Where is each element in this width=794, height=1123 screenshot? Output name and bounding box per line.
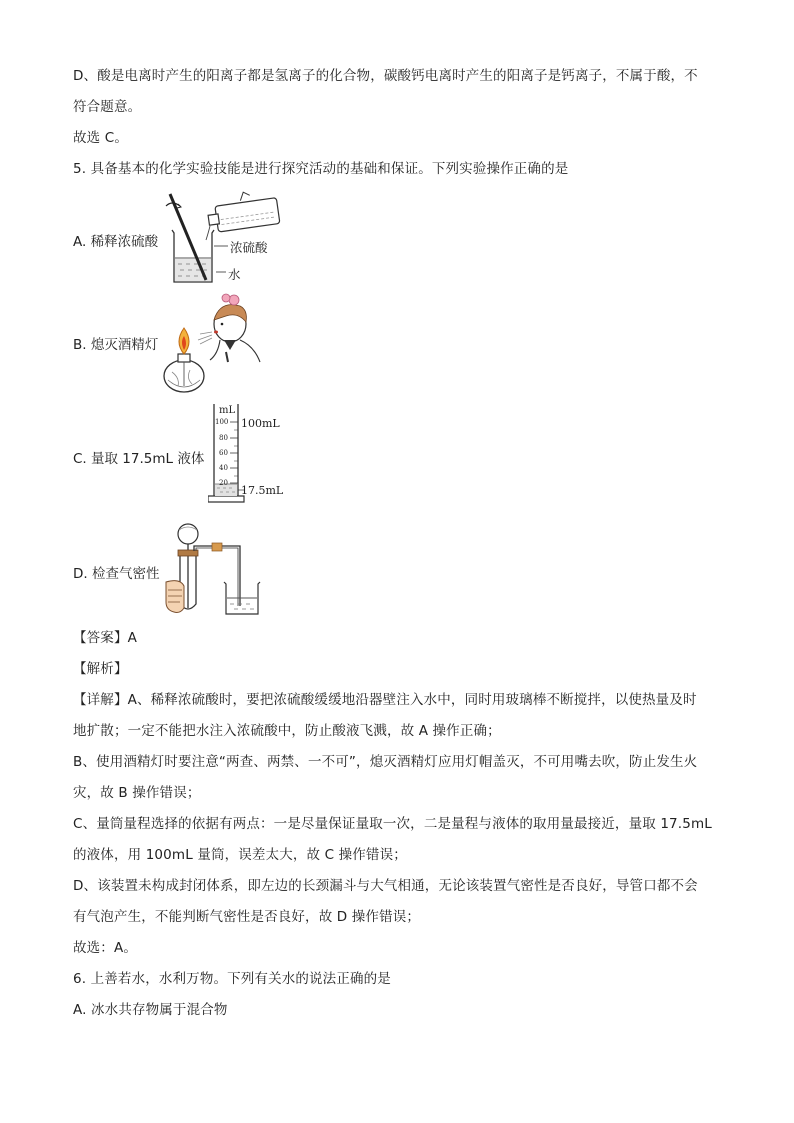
acid-label: 浓硫酸: [230, 240, 268, 255]
question-6-option-a: A. 冰水共存物属于混合物: [73, 1002, 228, 1018]
figure-graduated-cylinder: [208, 402, 298, 508]
detail-line: 灾，故 B 操作错误；: [73, 785, 201, 801]
tick-label: 60: [219, 449, 228, 457]
cylinder-capacity: 100mL: [241, 417, 280, 430]
option-a-label: A. 稀释浓硫酸: [73, 234, 159, 250]
detail-line: D、该装置未构成封闭体系，即左边的长颈漏斗与大气相通，无论该装置气密性是否良好，导管口都不会: [73, 878, 698, 894]
tick-label: 80: [219, 434, 228, 442]
detail-line: 地扩散；一定不能把水注入浓硫酸中，防止酸液飞溅，故 A 操作正确；: [73, 723, 501, 739]
figure-dilute-acid: [158, 188, 288, 288]
detail-line: B、使用酒精灯时要注意“两查、两禁、一不可”，熄灭酒精灯应用灯帽盖灭，不可用嘴去吹，防止发生火: [73, 754, 698, 770]
detail-line: 有气泡产生，不能判断气密性是否良好，故 D 操作错误；: [73, 909, 421, 925]
option-b-label: B. 熄灭酒精灯: [73, 337, 159, 353]
detail-line: C、量筒量程选择的依据有两点：一是尽量保证量取一次，二是量程与液体的取用量最接近，量取 17.5mL: [73, 816, 712, 832]
option-d-label: D. 检查气密性: [73, 566, 160, 582]
detail-line: 的液体，用 100mL 量筒，误差太大，故 C 操作错误；: [73, 847, 407, 863]
option-c-label: C. 量取 17.5mL 液体: [73, 451, 205, 467]
answer-line: 【答案】A: [73, 630, 137, 646]
water-label: 水: [228, 267, 241, 282]
tick-label: 40: [219, 464, 228, 472]
analysis-heading: 【解析】: [73, 661, 128, 677]
figure-airtightness-check: [162, 520, 272, 615]
question-5: 5. 具备基本的化学实验技能是进行探究活动的基础和保证。下列实验操作正确的是: [73, 161, 569, 177]
text-line: 符合题意。: [73, 99, 142, 115]
detail-line: 【详解】A、稀释浓硫酸时，要把浓硫酸缓缓地沿器壁注入水中，同时用玻璃棒不断搅拌，以使热量及时: [73, 692, 697, 708]
tick-label: 20: [219, 479, 228, 487]
cylinder-unit: mL: [219, 405, 236, 416]
text-line: D、酸是电离时产生的阳离子都是氢离子的化合物，碳酸钙电离时产生的阳离子是钙离子，不属于酸，不: [73, 68, 698, 84]
text-line: 故选 C。: [73, 130, 128, 146]
question-6: 6. 上善若水，水利万物。下列有关水的说法正确的是: [73, 971, 391, 987]
tick-label: 100: [215, 418, 229, 426]
cylinder-reading: 17.5mL: [241, 484, 284, 497]
detail-line: 故选：A。: [73, 940, 137, 956]
figure-blow-out-lamp: [160, 290, 265, 398]
